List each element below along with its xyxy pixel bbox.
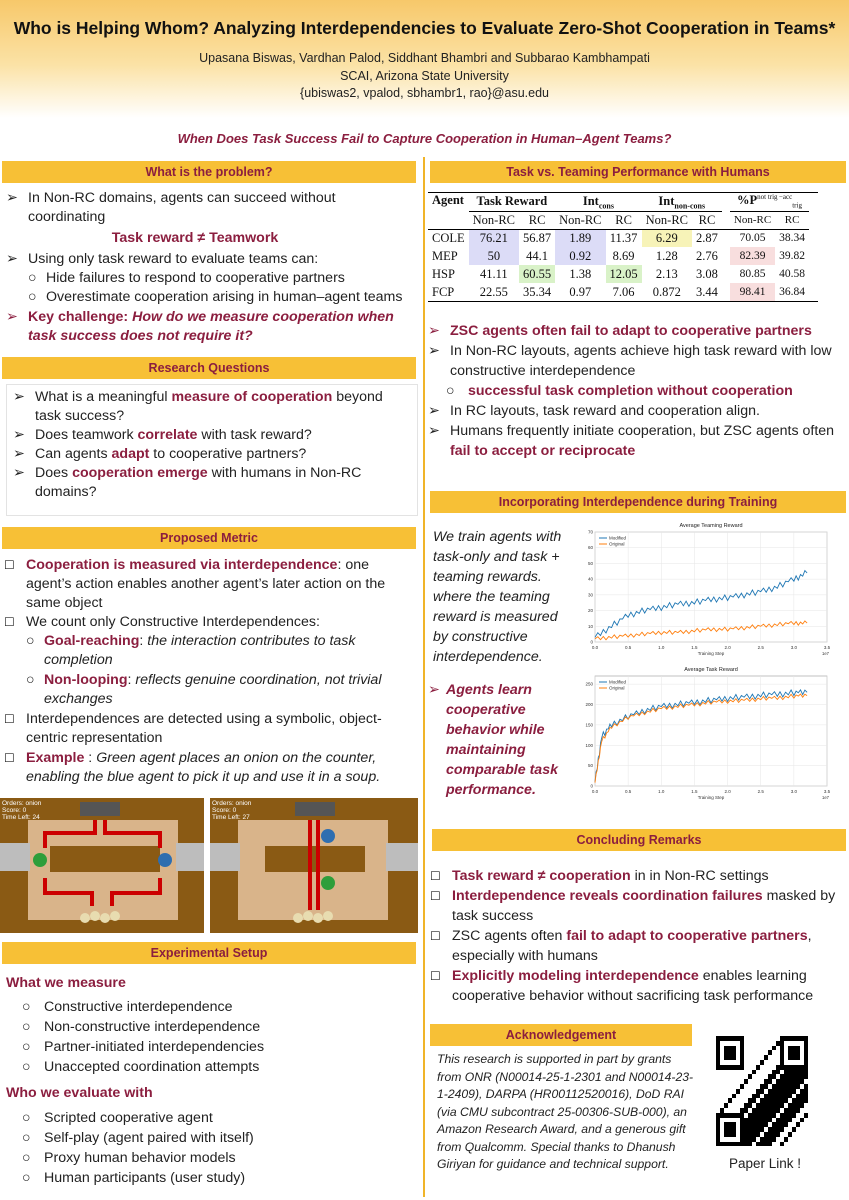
y-tick-label: 70 [587,529,593,535]
x-tick-label: 1.0 [658,645,665,650]
list-item: ☐ Interdependences are detected using a symbolic, object-centric representation [4,711,382,746]
x-tick-label: 2.0 [724,789,731,794]
col-header: Non-RC [472,212,516,227]
y-tick-label: 60 [587,545,593,551]
list-item: ☐ Interdependence reveals coordination failures masked by task success [430,888,836,924]
problem-section [6,189,414,346]
table-cell: 41.11 [479,266,508,281]
qr-module [780,1142,784,1147]
training-takeaway: ➢ Agents learn cooperative behavior while maintaining comparable task performance. [428,682,558,798]
qr-module [736,1089,740,1094]
table-cell: 76.21 [469,229,519,247]
y-tick-label: 0 [590,639,593,645]
table-cell: 1.38 [569,266,592,281]
table-cell: 0.97 [569,284,592,299]
list-item: ☐ Cooperation is measured via interdependence: one agent’s action enables another agent’s later action on the same object [4,557,386,611]
col-header: RC [698,212,716,227]
col-header: RC [784,214,800,226]
list-item: ☐ Explicitly modeling interdependence enables learning cooperative behavior without sacrificing task performance [430,968,814,1004]
col-header: RC [615,212,632,227]
qr-module [760,1060,764,1065]
plot-area [595,532,827,642]
table-cell: 2.13 [655,266,678,281]
y-tick-label: 0 [590,783,593,789]
problem-heading: What is the problem? [2,161,416,183]
col-header: Non-RC [645,212,689,227]
table-cell: 70.05 [739,232,766,245]
agent-header: Agent [432,193,464,207]
results-table [428,193,809,301]
qr-module [792,1127,796,1132]
chart-title: Average Teaming Reward [679,523,743,529]
table-cell: 1.89 [555,229,605,247]
metric-heading: Proposed Metric [2,527,416,549]
table-cell: 50 [469,247,519,265]
table-row [428,229,809,247]
table-row [428,247,809,265]
qr-module [756,1065,760,1070]
legend-entry: Modified [609,679,627,685]
x-tick-label: 3.0 [790,789,797,794]
results-table-wrap [428,192,818,302]
qr-module [772,1046,776,1051]
qr-module [740,1065,744,1070]
x-axis-label: Training Step [697,795,725,800]
list-item: ○ Proxy human behavior models [22,1150,236,1166]
results-findings [428,321,838,461]
list-item: ➢ Humans frequently initiate cooperation, but ZSC agents often fail to accept or reciprocate [428,423,835,459]
list-item: ☐ ZSC agents often fail to adapt to cooperative partners, especially with humans [430,928,812,964]
x-tick-label: 3.5 [823,789,831,794]
remarks-heading: Concluding Remarks [432,829,846,851]
x-tick-label: 2.5 [757,645,764,650]
x-tick-label: 1.5 [691,645,698,650]
problem-bullet-1: In Non-RC domains, agents can succeed without coordinating [28,190,336,225]
chart-title: Average Task Reward [684,667,738,673]
qr-module [724,1103,728,1108]
table-cell: 3.44 [696,284,718,299]
y-tick-label: 10 [587,623,593,629]
table-cell: 22.55 [479,284,508,299]
y-tick-label: 200 [585,702,593,708]
list-item: ☐ We count only Constructive Interdependences: [4,614,320,630]
list-item: ➢ Using only task reward to evaluate teams can: [6,251,319,267]
agent-cell: HSP [432,266,455,281]
qr-module [788,1132,792,1137]
y-tick-label: 40 [587,576,593,582]
table-cell: 44.1 [526,248,549,263]
table-cell: 40.58 [779,268,806,280]
list-item: ○ Human participants (user study) [22,1170,246,1186]
setup-heading: Experimental Setup [2,942,416,964]
table-cell: 3.08 [696,266,718,281]
table-cell: 80.85 [739,268,766,280]
emails: {ubiswas2, vpalod, sbhambr1, rao}@asu.edu [300,86,549,100]
qr-module [744,1079,748,1084]
qr-module [768,1142,772,1147]
table-cell: 98.41 [730,283,775,301]
x-tick-label: 1.0 [658,789,665,794]
game-screenshot-1 [0,798,204,933]
qr-module [792,1113,796,1118]
list-item: ➢ In RC layouts, task reward and cooperation align. [428,403,760,419]
task-reward-header: Task Reward [469,193,556,211]
qr-module [740,1084,744,1089]
qr-module [764,1055,768,1060]
metric-section [4,556,416,787]
qr-module [804,1113,808,1118]
y-tick-label: 30 [587,592,593,598]
table-cell: 12.05 [606,265,642,283]
game-screenshot-2 [210,798,418,933]
affiliation: SCAI, Arizona State University [340,69,509,83]
table-cell: 36.84 [779,286,806,298]
measure-title: What we measure [6,975,126,991]
y-tick-label: 150 [585,722,593,728]
training-heading: Incorporating Interdependence during Training [430,491,846,513]
x-scale-label: 1e7 [822,795,829,800]
qr-module [804,1098,808,1103]
list-item: ○ Partner-initiated interdependencies [22,1039,265,1055]
list-item: ○ Unaccepted coordination attempts [22,1059,260,1075]
y-tick-label: 250 [585,681,593,687]
qr-module [772,1137,776,1142]
list-item: ➢ In Non-RC domains, agents can succeed without coordinating [6,190,336,225]
x-tick-label: 0.5 [625,789,632,794]
x-scale-label: 1e7 [822,651,829,656]
legend-entry: Original [609,541,625,547]
y-tick-label: 100 [585,742,593,748]
equation: Task reward ≠ Teamwork [111,230,279,246]
table-cell: 7.06 [612,284,635,299]
key-challenge: ➢ Key challenge: How do we measure cooperation when task success does not require it? [6,309,394,344]
qr-module [788,1118,792,1123]
table-cell: 2.87 [696,230,718,245]
list-item: ➢ Can agents adapt to cooperative partners? [13,446,307,462]
list-item: ○ Hide failures to respond to cooperative partners [28,270,345,286]
table-cell: 1.28 [655,248,678,263]
col-header: RC [528,212,546,227]
game-hud: Orders: onion Score: 0 Time Left: 24 [2,800,42,821]
legend-entry: Modified [609,535,627,541]
qr-module [728,1098,732,1103]
int-noncons-header: Int$_{non-cons}$ [642,193,722,211]
qr-module [796,1108,800,1113]
qr-module [780,1127,784,1132]
table-cell: 11.37 [609,230,638,245]
authors: Upasana Biswas, Vardhan Palod, Siddhant Bhambri and Subbarao Kambhampati [199,51,650,65]
x-tick-label: 3.0 [790,645,797,650]
evaluate-title: Who we evaluate with [6,1085,153,1101]
table-cell: 2.76 [696,248,718,263]
list-item: ○ Self-play (agent paired with itself) [22,1130,254,1146]
table-row [428,283,809,301]
problem-bullet-2: Using only task reward to evaluate teams can: [28,251,319,267]
ack-text: This research is supported in part by grants from ONR (N00014-25-1-2301 and N00014-23-1-2409), DARPA (HR00112520016), DoD RAI (via CMU subcontract 25-00306-SUB-000), an Amazon Research Award, and a generous gift from Qualcomm. Special thanks to Dhanush Giriyan for guidance and technical support. [437,1052,694,1171]
list-item: ○ Goal-reaching: the interaction contributes to task completion [26,633,356,668]
table-row [428,265,809,283]
int-cons-header: Int$_{cons}$ [555,193,642,211]
poster-subtitle: When Does Task Success Fail to Capture Cooperation in Human–Agent Teams? [177,131,672,146]
rq-heading: Research Questions [2,357,416,379]
col-header: Non-RC [559,212,602,227]
list-item: ○ Scripted cooperative agent [22,1110,213,1126]
qr-module [732,1132,736,1137]
table-cell: 56.87 [523,230,552,245]
qr-module [748,1142,752,1147]
training-description: We train agents with task-only and task + teaming rewards. where the teaming reward is measured by constructive interdependence. [433,529,562,665]
table-cell: 35.34 [523,284,552,299]
setup-section [6,974,416,1188]
qr-module [784,1137,788,1142]
table-cell: 0.872 [652,284,681,299]
legend-entry: Original [609,685,625,691]
qr-module [784,1122,788,1127]
qr-module [800,1103,804,1108]
table-cell: 60.55 [519,265,555,283]
rq-box [6,384,418,516]
agent-cell: MEP [432,248,458,263]
list-item: ➢ What is a meaningful measure of cooperation beyond task success? [13,389,383,424]
percent-header: $\%P^{not trig -acc}_{trig}$ [730,193,809,211]
list-item: ○ Non-constructive interdependence [22,1019,261,1035]
table-cell: 0.92 [555,247,605,265]
y-tick-label: 20 [587,608,593,614]
x-tick-label: 0.0 [591,645,599,650]
task-reward-chart [577,662,839,802]
qr-module [800,1118,804,1123]
qr-module [776,1132,780,1137]
table-cell: 38.34 [779,232,806,245]
results-heading: Task vs. Teaming Performance with Humans [430,161,846,183]
x-tick-label: 0.5 [625,645,632,650]
column-divider [423,157,425,1197]
x-tick-label: 1.5 [691,789,698,794]
qr-module [748,1074,752,1079]
x-tick-label: 3.5 [823,645,831,650]
qr-label: Paper Link ! [728,1156,802,1171]
table-cell: 8.69 [612,248,635,263]
list-item: ☐ Example : Green agent places an onion on the counter, enabling the blue agent to pick it up and use it in a soup. [4,750,381,785]
poster-title: Who is Helping Whom? Analyzing Interdependencies to Evaluate Zero-Shot Cooperation in Teams* [13,18,836,38]
agent-cell: FCP [432,284,455,299]
qr-module [732,1094,736,1099]
qr-module [768,1050,772,1055]
col-header: Non-RC [733,214,772,226]
list-item: ○ Constructive interdependence [22,999,233,1015]
table-cell: 6.29 [642,229,692,247]
qr-module [796,1122,800,1127]
y-tick-label: 50 [587,560,593,566]
x-tick-label: 2.5 [757,789,764,794]
table-cell: 82.39 [730,247,775,265]
x-axis-label: Training Step [697,651,725,656]
remarks-section [430,866,844,1006]
list-item: ☐ Task reward ≠ cooperation in in Non-RC settings [430,868,769,884]
list-item: ➢ ZSC agents often fail to adapt to cooperative partners [428,323,812,339]
x-tick-label: 0.0 [591,789,599,794]
list-item: ○ Non-looping: reflects genuine coordination, not trivial exchanges [26,672,382,707]
list-item: ➢ Does cooperation emerge with humans in Non-RC domains? [13,465,362,500]
list-item: ○ successful task completion without cooperation [446,383,793,399]
y-tick-label: 50 [587,763,593,769]
list-item: ➢ Does teamwork correlate with task reward? [13,427,312,443]
list-item: ➢ In Non-RC layouts, agents achieve high task reward with low constructive interdependence [428,343,832,379]
table-cell: 39.82 [779,250,806,262]
qr-module [804,1074,808,1079]
game-hud: Orders: onion Score: 0 Time Left: 27 [212,800,252,821]
agent-cell: COLE [432,230,465,245]
teaming-reward-chart [577,518,839,658]
qr-module [732,1055,736,1060]
qr-module [752,1070,756,1075]
x-tick-label: 2.0 [724,645,731,650]
qr-code-icon[interactable] [716,1036,808,1148]
ack-heading: Acknowledgement [430,1024,692,1046]
qr-module [796,1055,800,1060]
list-item: ○ Overestimate cooperation arising in human–agent teams [28,289,403,305]
